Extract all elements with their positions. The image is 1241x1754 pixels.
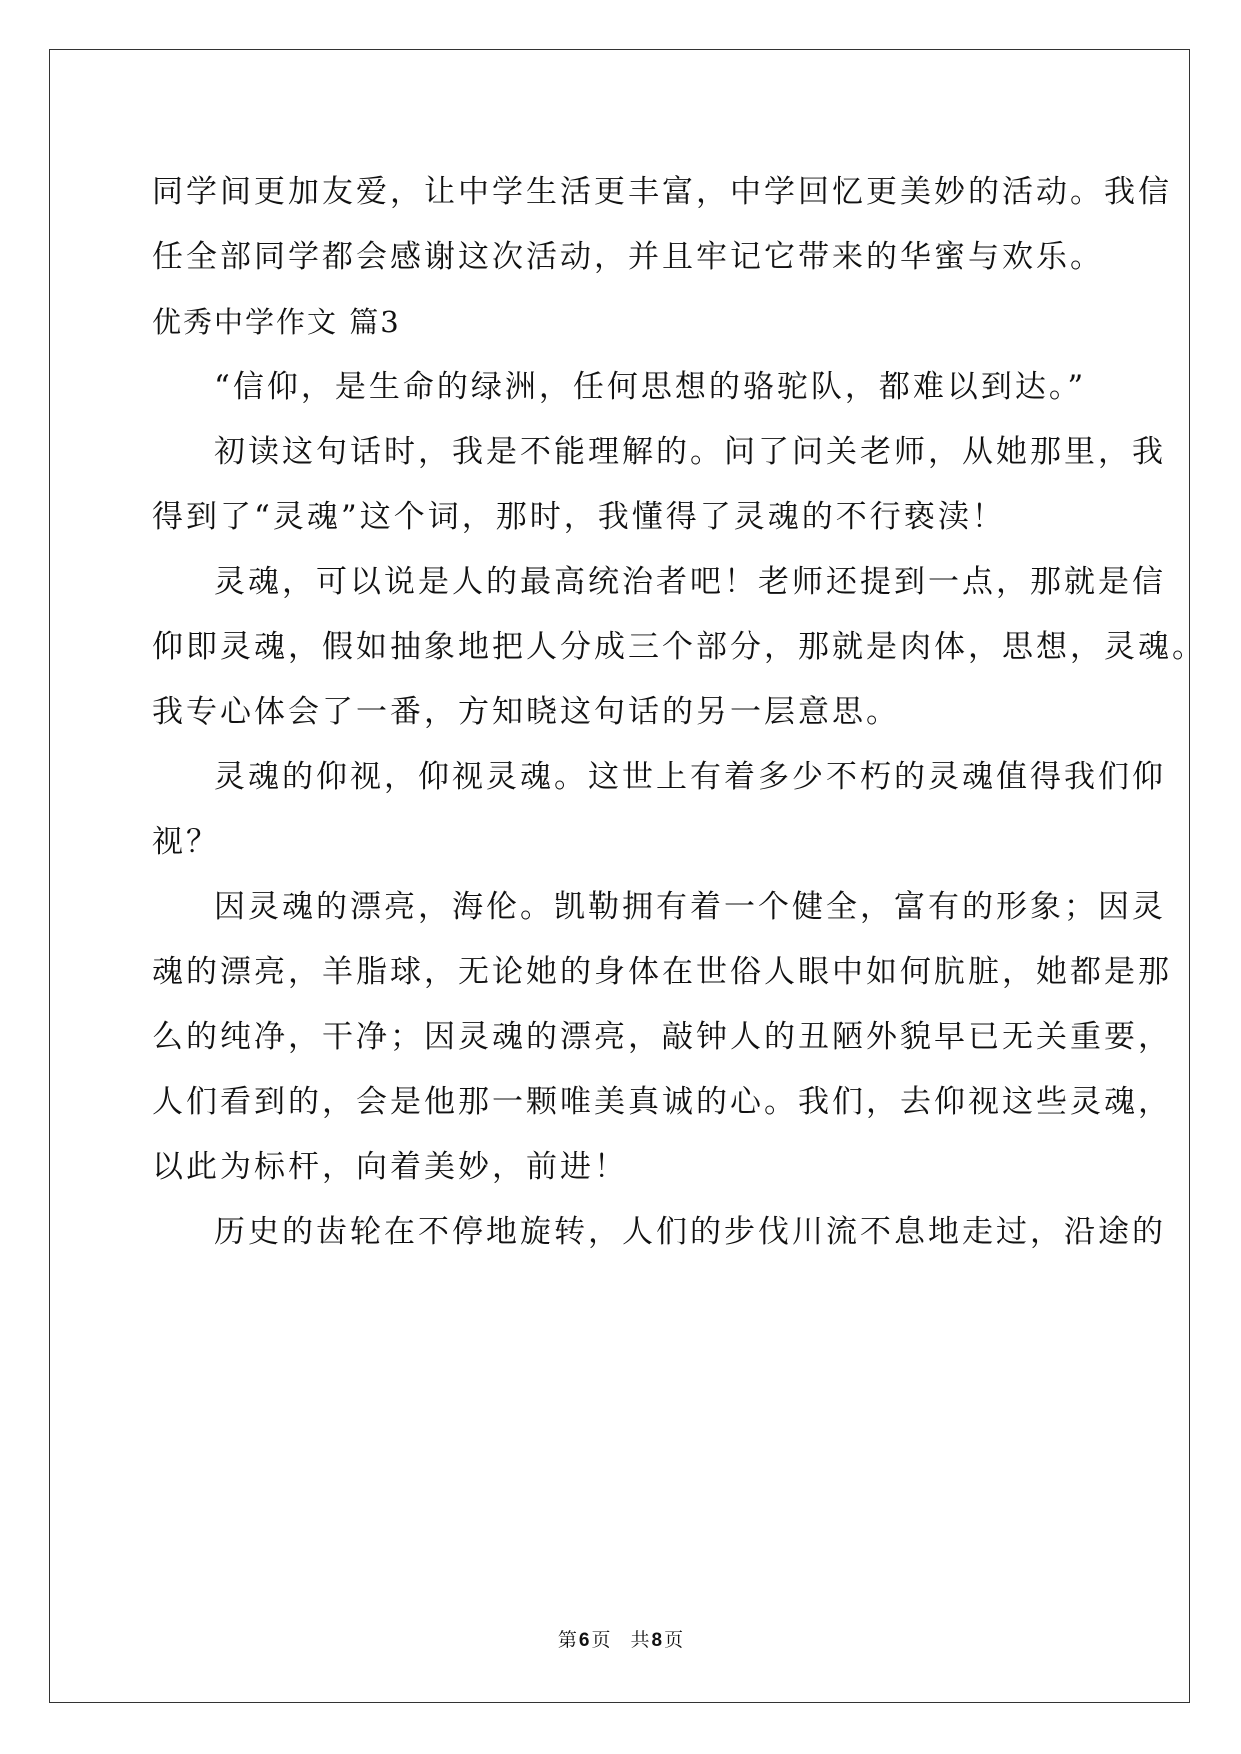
text-line: 仰即灵魂，假如抽象地把人分成三个部分，那就是肉体，思想，灵魂。 xyxy=(152,629,1206,665)
text-line: 初读这句话时，我是不能理解的。问了问关老师，从她那里，我 xyxy=(214,434,1166,470)
text-line: 历史的齿轮在不停地旋转，人们的步伐川流不息地走过，沿途的 xyxy=(214,1214,1166,1250)
document-body xyxy=(152,160,1206,1265)
text-line: 么的纯净，干净；因灵魂的漂亮，敲钟人的丑陋外貌早已无关重要， xyxy=(152,1019,1172,1055)
current-page-number: 6 xyxy=(578,1630,590,1651)
text-line: 我专心体会了一番，方知晓这句话的另一层意思。 xyxy=(152,694,900,730)
section-heading: 优秀中学作文 篇3 xyxy=(152,305,401,339)
text-line: 因灵魂的漂亮，海伦。凯勒拥有着一个健全，富有的形象；因灵 xyxy=(214,889,1166,925)
text-line: 同学间更加友爱，让中学生活更丰富，中学回忆更美妙的活动。我信 xyxy=(152,174,1172,210)
page-footer xyxy=(0,1625,1241,1652)
text-line: 灵魂，可以说是人的最高统治者吧！老师还提到一点，那就是信 xyxy=(214,564,1166,600)
text-line: 任全部同学都会感谢这次活动，并且牢记它带来的华蜜与欢乐。 xyxy=(152,239,1104,275)
text-line: 魂的漂亮，羊脂球，无论她的身体在世俗人眼中如何肮脏，她都是那 xyxy=(152,954,1172,990)
text-line: 灵魂的仰视，仰视灵魂。这世上有着多少不朽的灵魂值得我们仰 xyxy=(214,759,1166,795)
text-line: 以此为标杆，向着美妙，前进！ xyxy=(152,1149,628,1185)
text-line: “信仰，是生命的绿洲，任何思想的骆驼队，都难以到达。” xyxy=(214,369,1087,405)
footer-total-suffix: 页 xyxy=(664,1630,684,1651)
footer-page-word: 页 xyxy=(591,1630,611,1651)
text-line: 人们看到的，会是他那一颗唯美真诚的心。我们，去仰视这些灵魂， xyxy=(152,1084,1172,1120)
footer-total-prefix: 共 xyxy=(630,1630,650,1651)
footer-prefix: 第 xyxy=(557,1630,577,1651)
total-pages-number: 8 xyxy=(651,1630,663,1651)
text-line: 得到了“灵魂”这个词，那时，我懂得了灵魂的不行亵渎！ xyxy=(152,499,1006,535)
text-line: 视？ xyxy=(152,824,220,860)
